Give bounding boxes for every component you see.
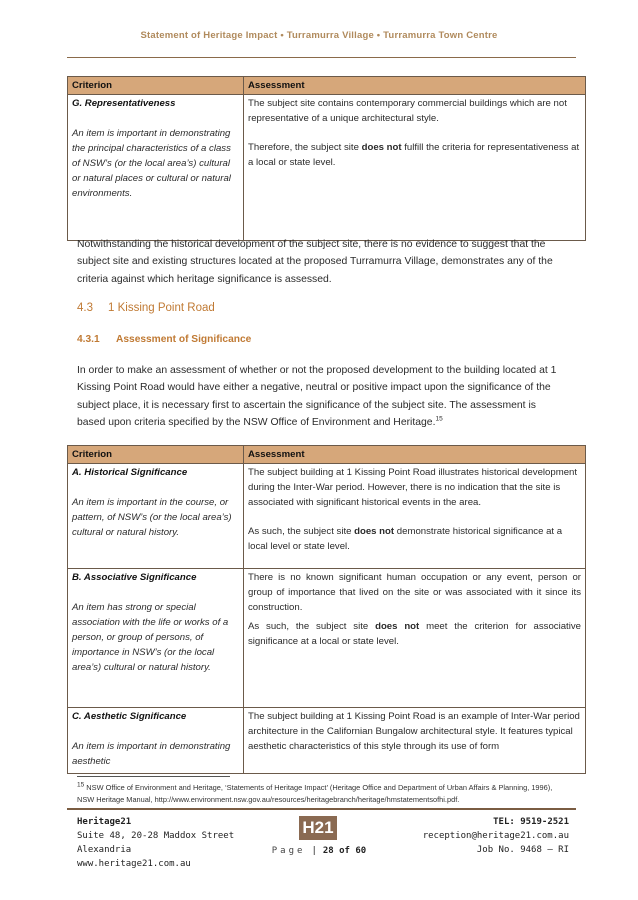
table-row: [68, 464, 586, 569]
table-row: [68, 95, 586, 241]
footnote: [77, 782, 567, 805]
column-header-assessment: Assessment: [244, 446, 586, 464]
table-header-row: [68, 77, 586, 95]
page-count: 28 of 60: [322, 846, 367, 856]
criterion-description: An item is important in demonstrating aesthetic: [72, 741, 231, 767]
body-paragraph-assessment-intro: In order to make an assessment of whether or not the proposed development to the building located at 1 Kissing Point Road would have either a negative, neutral or positive impact upon the significance of the subject place, it is necessary first to ascertain the significance of the subject site. The assessment is based upon criteria specified by the NSW Office of Environment and Heritage.$^{15}$: [77, 365, 557, 428]
criterion-cell: [68, 569, 244, 708]
table-row: [68, 708, 586, 774]
footer-contact-block: [423, 815, 569, 857]
assessment-cell: [244, 464, 586, 569]
criterion-description: An item has strong or special association with the life or works of a person, or group of persons, of importance in NSW’s (or the local area’s) cultural or natural history.: [72, 602, 229, 673]
header-divider: [67, 57, 576, 58]
footnote-text: NSW Office of Environment and Heritage, ‘Statements of Heritage Impact’ (Heritage Office and Department of Urban Affairs & Planning, 1996), NSW Heritage Manual, http://www.environment.nsw.gov.au/resources/heritagebranch/heritage/hmstatementsofhi.pdf.: [77, 783, 553, 804]
assessment-conclusion: Therefore, the subject site does not fulfill the criteria for representativeness at a local or state level.: [248, 142, 580, 168]
telephone: TEL: 9519-2521: [493, 817, 569, 827]
criterion-name: G. Representativeness: [72, 98, 176, 109]
criterion-description: An item is important in the course, or pattern, of NSW’s (or the local area’s) cultural or natural history.: [72, 497, 232, 538]
page-header-title: Statement of Heritage Impact • Turramurra Village • Turramurra Town Centre: [140, 30, 498, 41]
address-line-1: Suite 48, 20-28 Maddox Street: [77, 831, 235, 841]
criterion-description: An item is important in demonstrating the principal characteristics of a class of NSW’s (or the local area’s) cultural or natural places or cultural or natural environments.: [72, 128, 231, 199]
job-number: Job No. 9468 – RI: [476, 845, 569, 855]
subsection-heading: 4.3.1 Assessment of Significance: [77, 334, 252, 345]
footer-divider: [67, 808, 576, 810]
heritage21-logo: H21: [299, 816, 337, 840]
assessment-cell: [244, 569, 586, 708]
criteria-table-significance: [67, 445, 586, 774]
page-label: Page: [271, 846, 306, 856]
criterion-cell: [68, 708, 244, 774]
website-link[interactable]: www.heritage21.com.au: [77, 859, 191, 869]
address-line-2: Alexandria: [77, 845, 132, 855]
criterion-cell: [68, 464, 244, 569]
page-number: Page | 28 of 60: [271, 846, 367, 856]
assessment-cell: [244, 708, 586, 774]
assessment-conclusion: As such, the subject site does not meet the criterion for associative significance at a local or state level.: [248, 621, 581, 647]
table-row: [68, 569, 586, 708]
column-header-criterion: Criterion: [68, 77, 244, 95]
criteria-table-representativeness: [67, 76, 586, 241]
table-header-row: [68, 446, 586, 464]
body-paragraph-notwithstanding: Notwithstanding the historical development of the subject site, there is no evidence to suggest that the subject site and existing structures located at the proposed Turramurra Village, demonstrates any of the criteria against which heritage significance is assessed.: [77, 239, 553, 285]
assessment-text: The subject site contains contemporary commercial buildings which are not representative of a unique architectural style.: [248, 98, 567, 124]
assessment-conclusion: As such, the subject site does not demonstrate historical significance at a local level or state level.: [248, 526, 563, 552]
footnote-reference: 15: [435, 415, 443, 423]
criterion-name: A. Historical Significance: [72, 467, 188, 478]
assessment-text: The subject building at 1 Kissing Point Road illustrates historical development during the Inter-War period. However, there is no indication that the site is associated with significant historical events in the area.: [248, 467, 578, 508]
footer-address-block: [77, 815, 234, 871]
assessment-cell: [244, 95, 586, 241]
criterion-name: B. Associative Significance: [72, 572, 197, 583]
footnote-number: 15: [77, 781, 85, 789]
company-name: Heritage21: [77, 817, 132, 827]
column-header-criterion: Criterion: [68, 446, 244, 464]
assessment-text: There is no known significant human occupation or any event, person or group of importance that lived on the site or was associated with it since its construction.: [248, 572, 581, 613]
footnote-divider: [77, 776, 230, 777]
criterion-cell: [68, 95, 244, 241]
section-heading: 4.3 1 Kissing Point Road: [77, 302, 215, 314]
assessment-text: The subject building at 1 Kissing Point Road is an example of Inter-War period architecture in the Californian Bungalow architectural style. It features typical aesthetic characteristics of this style through its use of form: [248, 711, 580, 752]
column-header-assessment: Assessment: [244, 77, 586, 95]
email-link[interactable]: reception@heritage21.com.au: [422, 831, 569, 841]
criterion-name: C. Aesthetic Significance: [72, 711, 187, 722]
